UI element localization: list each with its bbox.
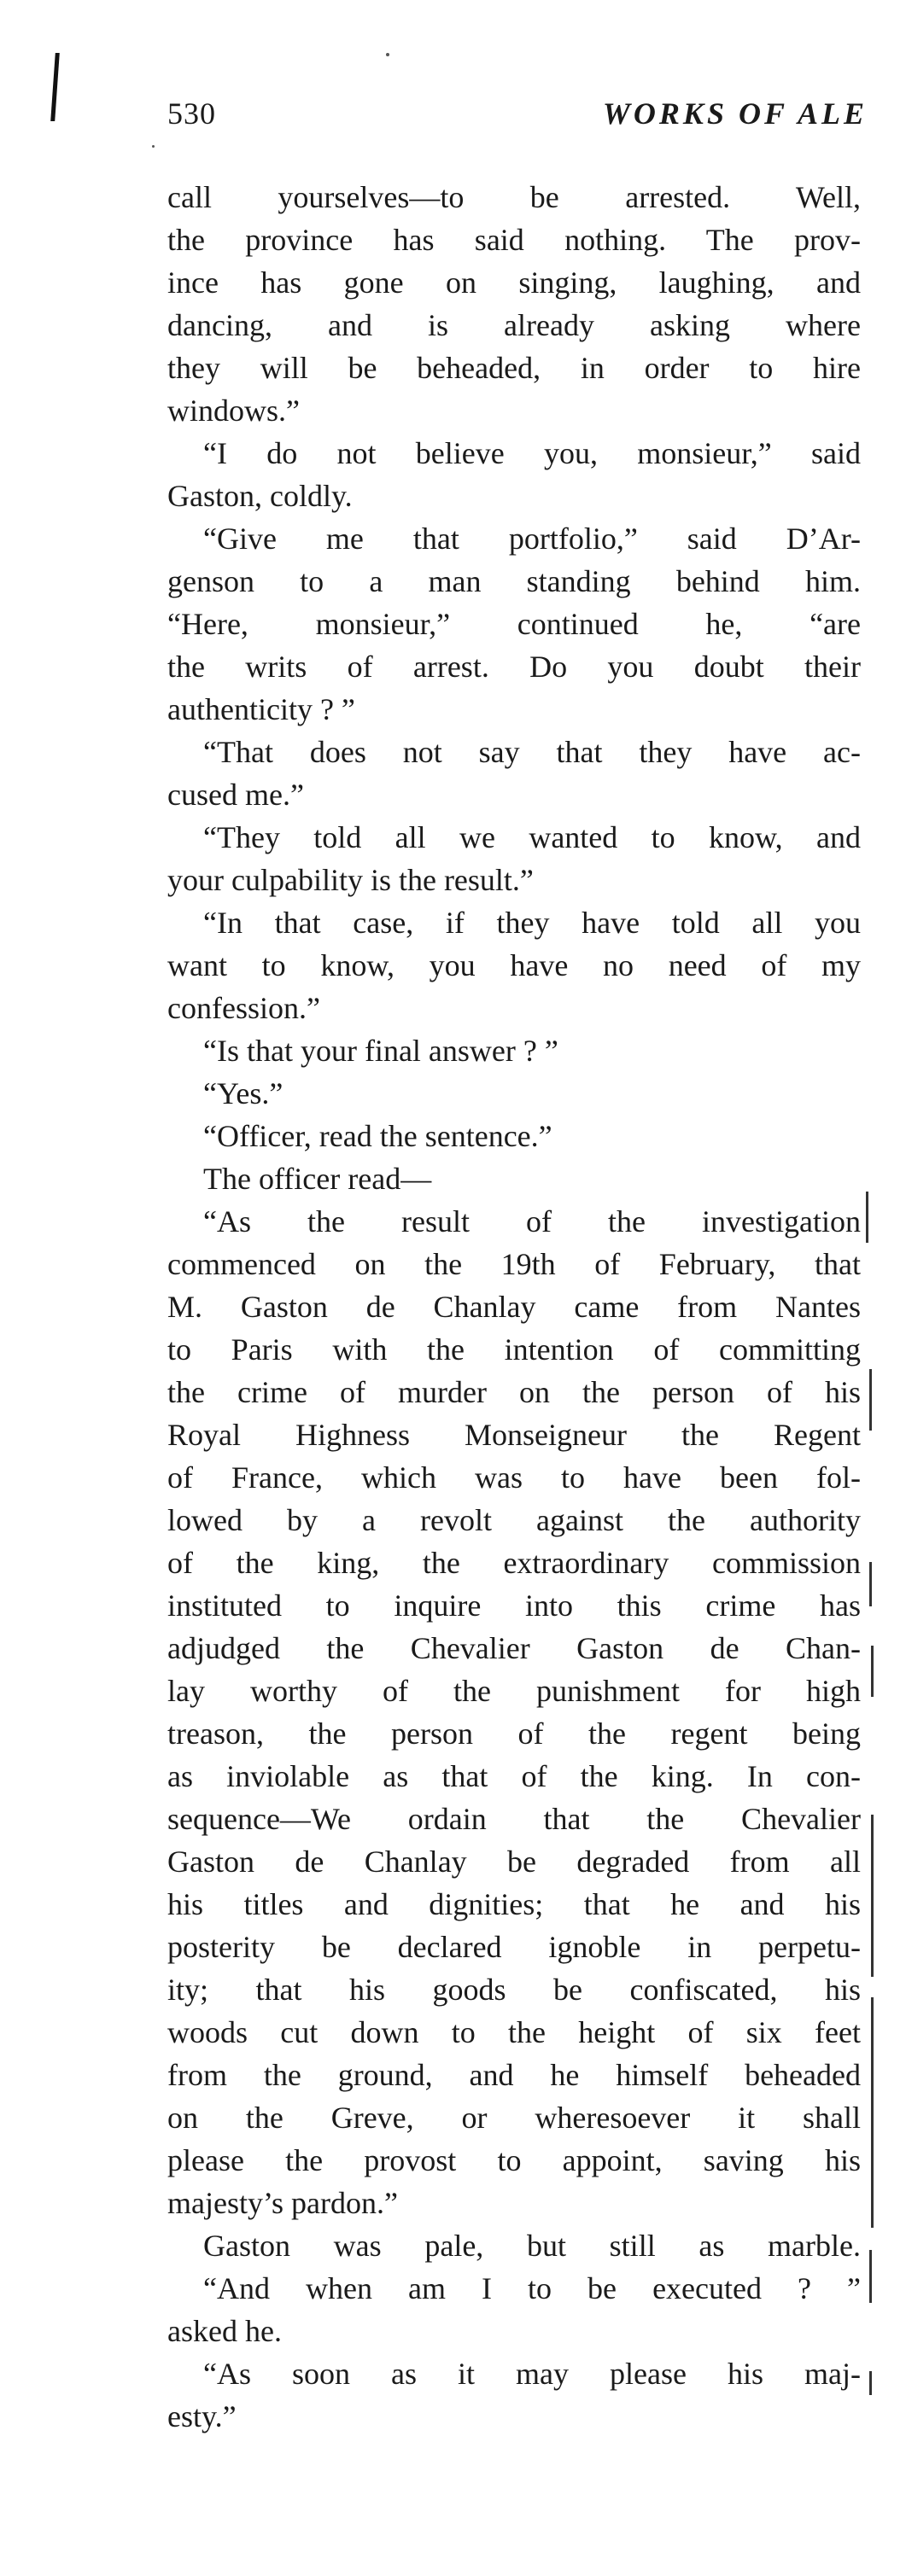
text-line: M. Gaston de Chanlay came from Nantes [167,1290,861,1324]
text-line: The officer read— [203,1162,432,1196]
text-line: ince has gone on singing, laughing, and [167,265,861,300]
text-line: the writs of arrest. Do you doubt their [167,650,861,684]
text-line: please the provost to appoint, saving his [167,2143,861,2177]
text-line: on the Greve, or wheresoever it shall [167,2101,861,2135]
text-line: they will be beheaded, in order to hire [167,351,861,385]
text-line: “Yes.” [203,1076,283,1110]
text-line: the crime of murder on the person of his [167,1375,861,1409]
text-line: “Give me that portfolio,” said D’Ar- [203,522,861,556]
text-line: esty.” [167,2399,237,2433]
margin-rule [869,1369,872,1431]
text-line: “As the result of the investigation [203,1204,861,1238]
text-line: “Is that your final answer ? ” [203,1034,558,1068]
text-line: adjudged the Chevalier Gaston de Chan- [167,1631,861,1665]
margin-rule [869,2250,872,2303]
text-line: woods cut down to the height of six feet [167,2015,861,2049]
text-line: “And when am I to be executed ? ” [203,2271,861,2305]
text-line: windows.” [167,393,300,428]
text-line: “Here, monsieur,” continued he, “are [167,607,861,641]
page-number: 530 [167,96,216,131]
text-line: call yourselves—to be arrested. Well, [167,180,861,214]
body-text [167,176,861,2438]
text-line: “They told all we wanted to know, and [203,820,861,854]
running-head-title: WORKS OF ALE [602,96,868,131]
text-line: “That does not say that they have ac- [203,735,861,769]
text-line: Gaston was pale, but still as marble. [203,2229,861,2263]
text-line: to Paris with the intention of committing [167,1332,861,1367]
text-line: his titles and dignities; that he and his [167,1887,861,1921]
text-line: genson to a man standing behind him. [167,564,861,598]
margin-rule [869,2371,872,2395]
text-line: sequence—We ordain that the Chevalier [167,1802,861,1836]
margin-rule [866,1192,868,1243]
margin-rule [871,1815,874,1977]
text-line: authenticity ? ” [167,692,355,726]
margin-ink-mark [50,53,60,121]
margin-rule [871,1997,874,2228]
text-line: instituted to inquire into this crime has [167,1588,861,1623]
text-line: asked he. [167,2314,282,2348]
text-line: of the king, the extraordinary commission [167,1546,861,1580]
text-line: “I do not believe you, monsieur,” said [203,436,861,470]
text-line: lowed by a revolt against the authority [167,1503,861,1537]
text-line: of France, which was to have been fol- [167,1460,861,1495]
text-line: from the ground, and he himself beheaded [167,2058,861,2092]
text-line: the province has said nothing. The prov- [167,223,861,257]
text-line: Royal Highness Monseigneur the Regent [167,1418,861,1452]
text-line: treason, the person of the regent being [167,1716,861,1751]
text-line: cused me.” [167,778,304,812]
text-line: “Officer, read the sentence.” [203,1119,552,1153]
text-line: majesty’s pardon.” [167,2186,398,2220]
text-line: dancing, and is already asking where [167,308,861,342]
margin-rule [871,1646,874,1697]
text-line: Gaston de Chanlay be degraded from all [167,1845,861,1879]
running-head [167,96,885,147]
text-line: commenced on the 19th of February, that [167,1247,861,1281]
ink-speck [386,53,389,56]
margin-rule [869,1562,872,1606]
text-line: confession.” [167,991,320,1025]
text-line: want to know, you have no need of my [167,948,861,982]
ink-speck [152,145,155,148]
text-line: “As soon as it may please his maj- [203,2357,861,2391]
text-line: your culpability is the result.” [167,863,534,897]
text-line: as inviolable as that of the king. In con- [167,1759,861,1793]
text-line: Gaston, coldly. [167,479,353,513]
text-line: posterity be declared ignoble in perpetu- [167,1930,861,1964]
text-line: lay worthy of the punishment for high [167,1674,861,1708]
text-line: “In that case, if they have told all you [203,906,861,940]
text-line: ity; that his goods be confiscated, his [167,1973,861,2007]
